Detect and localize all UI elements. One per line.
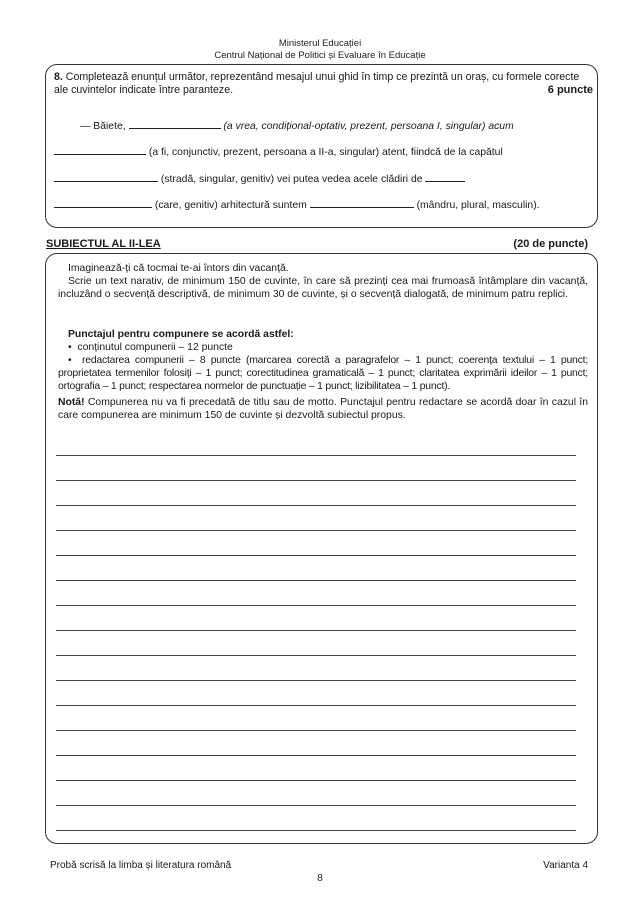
note-text: Compunerea nu va fi precedată de titlu sau de motto. Punctajul pentru redactare se acordă doar în cazul în care compunerea are minimum 150 de cuvinte și dezvoltă subiectul propus. bbox=[58, 397, 589, 421]
fill-line-1-start: — Băiete, bbox=[80, 121, 126, 132]
writing-line[interactable] bbox=[56, 480, 576, 481]
note-label: Notă! bbox=[58, 397, 85, 408]
writing-line[interactable] bbox=[56, 730, 576, 731]
writing-line[interactable] bbox=[56, 755, 576, 756]
fill-line-4-end: (mândru, plural, masculin). bbox=[416, 200, 540, 211]
fill-line-2 bbox=[54, 144, 503, 158]
writing-line[interactable] bbox=[56, 555, 576, 556]
fill-line-1-hint: (a vrea, condițional-optativ, prezent, persoana I, singular) acum bbox=[223, 121, 514, 132]
fill-line-3 bbox=[54, 171, 465, 185]
ministry-name: Ministerul Educației bbox=[278, 38, 362, 49]
writing-line[interactable] bbox=[56, 780, 576, 781]
section-2-title: SUBIECTUL AL II-LEA bbox=[46, 238, 161, 250]
question-text: Completează enunțul următor, reprezentând mesajul unui ghid în timp ce prezintă un oraș, cu formele corecte ale cuvintelor indicate între paranteze. bbox=[54, 71, 580, 96]
scoring-bullet-1-text: conținutul compunerii – 12 puncte bbox=[77, 342, 233, 353]
note bbox=[58, 397, 588, 423]
document-header bbox=[0, 38, 640, 62]
fill-line-2-hint: (a fi, conjunctiv, prezent, persoana a II-a, singular) atent, fiindcă de la capătul bbox=[148, 147, 503, 158]
scoring-bullet-1 bbox=[68, 342, 588, 355]
center-name: Centrul Național de Politici și Evaluare în Educație bbox=[214, 50, 426, 61]
blank-2[interactable] bbox=[54, 144, 146, 155]
writing-line[interactable] bbox=[56, 580, 576, 581]
footer-exam-title: Probă scrisă la limba și literatura română bbox=[50, 860, 232, 871]
blank-5[interactable] bbox=[54, 197, 152, 208]
question-8-points: 6 puncte bbox=[547, 84, 593, 96]
blank-1[interactable] bbox=[129, 118, 221, 129]
writing-line[interactable] bbox=[56, 805, 576, 806]
writing-line[interactable] bbox=[56, 705, 576, 706]
writing-line[interactable] bbox=[56, 630, 576, 631]
scoring-title: Punctajul pentru compunere se acordă astfel: bbox=[68, 329, 294, 340]
writing-line[interactable] bbox=[56, 605, 576, 606]
writing-line[interactable] bbox=[56, 830, 576, 831]
fill-line-1 bbox=[80, 118, 514, 132]
fill-line-4-hint: (care, genitiv) arhitectură suntem bbox=[154, 200, 307, 211]
scoring-bullet-2 bbox=[58, 355, 588, 393]
intro-line-2: Scrie un text narativ, de minimum 150 de cuvinte, în care să prezinți cea mai frumoasă întâmplare din vacanță, incluzând o secvență descriptivă, de minimum 30 de cuvinte, și o secvență dialogată, de minimum patru replici. bbox=[58, 276, 588, 300]
writing-line[interactable] bbox=[56, 680, 576, 681]
section-2-points: (20 de puncte) bbox=[513, 238, 588, 250]
bullet-marker: • bbox=[68, 355, 82, 366]
fill-line-4 bbox=[54, 197, 540, 211]
blank-4[interactable] bbox=[425, 171, 465, 182]
intro-line-1: Imaginează-ți că tocmai te-ai întors din vacanță. bbox=[68, 263, 289, 274]
footer-variant: Varianta 4 bbox=[543, 860, 588, 871]
writing-line[interactable] bbox=[56, 505, 576, 506]
bullet-marker: • bbox=[68, 342, 78, 353]
blank-6[interactable] bbox=[310, 197, 414, 208]
writing-line[interactable] bbox=[56, 455, 576, 456]
writing-line[interactable] bbox=[56, 655, 576, 656]
blank-3[interactable] bbox=[54, 171, 158, 182]
fill-line-3-hint: (stradă, singular, genitiv) vei putea vedea acele clădiri de bbox=[160, 174, 423, 185]
page-number: 8 bbox=[317, 873, 323, 884]
scoring-bullet-2-text: redactarea compunerii – 8 puncte (marcarea corectă a paragrafelor – 1 punct; coerența textului – 1 punct; proprietatea termenilor folosiți – 1 punct; corectitudinea gramaticală – 1 punct; claritatea exprimării ideilor – 1 punct; ortografia – 1 punct; respectarea normelor de punctuație – 1 punct; lizibilitatea – 1 punct). bbox=[58, 355, 589, 392]
question-8-statement bbox=[54, 71, 592, 97]
question-number: 8. bbox=[54, 71, 63, 83]
writing-line[interactable] bbox=[56, 530, 576, 531]
